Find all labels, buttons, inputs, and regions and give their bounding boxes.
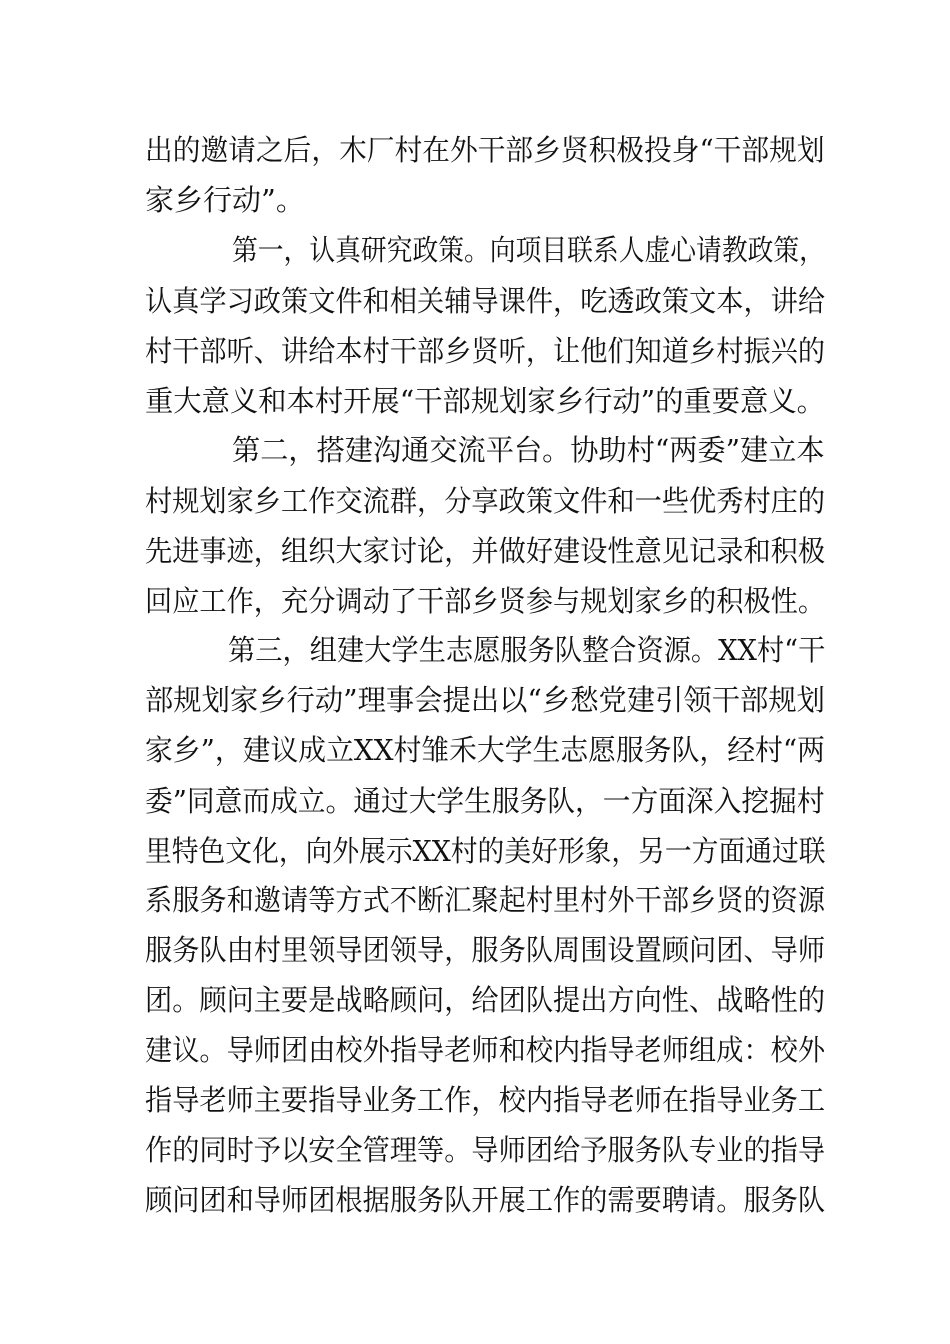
text-line: 村规划家乡工作交流群，分享政策文件和一些优秀村庄的	[145, 484, 826, 518]
text-line: 委”同意而成立。通过大学生服务队，一方面深入挖掘村	[145, 784, 825, 818]
text-line: 出的邀请之后，木厂村在外干部乡贤积极投身“干部规划	[145, 133, 825, 167]
text-line: 村干部听、讲给本村干部乡贤听，让他们知道乡村振兴的	[145, 334, 826, 368]
text-line: 服务队由村里领导团领导，服务队周围设置顾问团、导师	[145, 933, 826, 967]
text-line: 里特色文化，向外展示XX村的美好形象，另一方面通过联	[145, 834, 826, 868]
text-line: 顾问团和导师团根据服务队开展工作的需要聘请。服务队	[145, 1183, 826, 1217]
text-line: 部规划家乡行动”理事会提出以“乡愁党建引领干部规划	[145, 683, 825, 717]
text-line: 家乡”，建议成立XX村雏禾大学生志愿服务队，经村“两	[145, 733, 825, 767]
paragraph-start-line: 第三，组建大学生志愿服务队整合资源。XX村“干	[228, 633, 826, 667]
text-line: 建议。导师团由校外指导老师和校内指导老师组成：校外	[145, 1033, 826, 1067]
text-line: 团。顾问主要是战略顾问，给团队提出方向性、战略性的	[145, 983, 826, 1017]
paragraph-start-line: 第一，认真研究政策。向项目联系人虚心请教政策，	[232, 233, 825, 267]
text-line: 认真学习政策文件和相关辅导课件，吃透政策文本，讲给	[145, 284, 826, 318]
text-line: 回应工作，充分调动了干部乡贤参与规划家乡的积极性。	[145, 584, 826, 618]
text-line: 系服务和邀请等方式不断汇聚起村里村外干部乡贤的资源	[145, 883, 826, 917]
text-line: 重大意义和本村开展“干部规划家乡行动”的重要意义。	[145, 384, 825, 418]
text-line: 作的同时予以安全管理等。导师团给予服务队专业的指导	[145, 1133, 826, 1167]
text-line: 指导老师主要指导业务工作，校内指导老师在指导业务工	[145, 1083, 826, 1117]
text-line: 先进事迹，组织大家讨论，并做好建设性意见记录和积极	[145, 534, 826, 568]
text-line: 家乡行动”。	[145, 183, 305, 217]
paragraph-start-line: 第二，搭建沟通交流平台。协助村“两委”建立本	[232, 433, 825, 467]
